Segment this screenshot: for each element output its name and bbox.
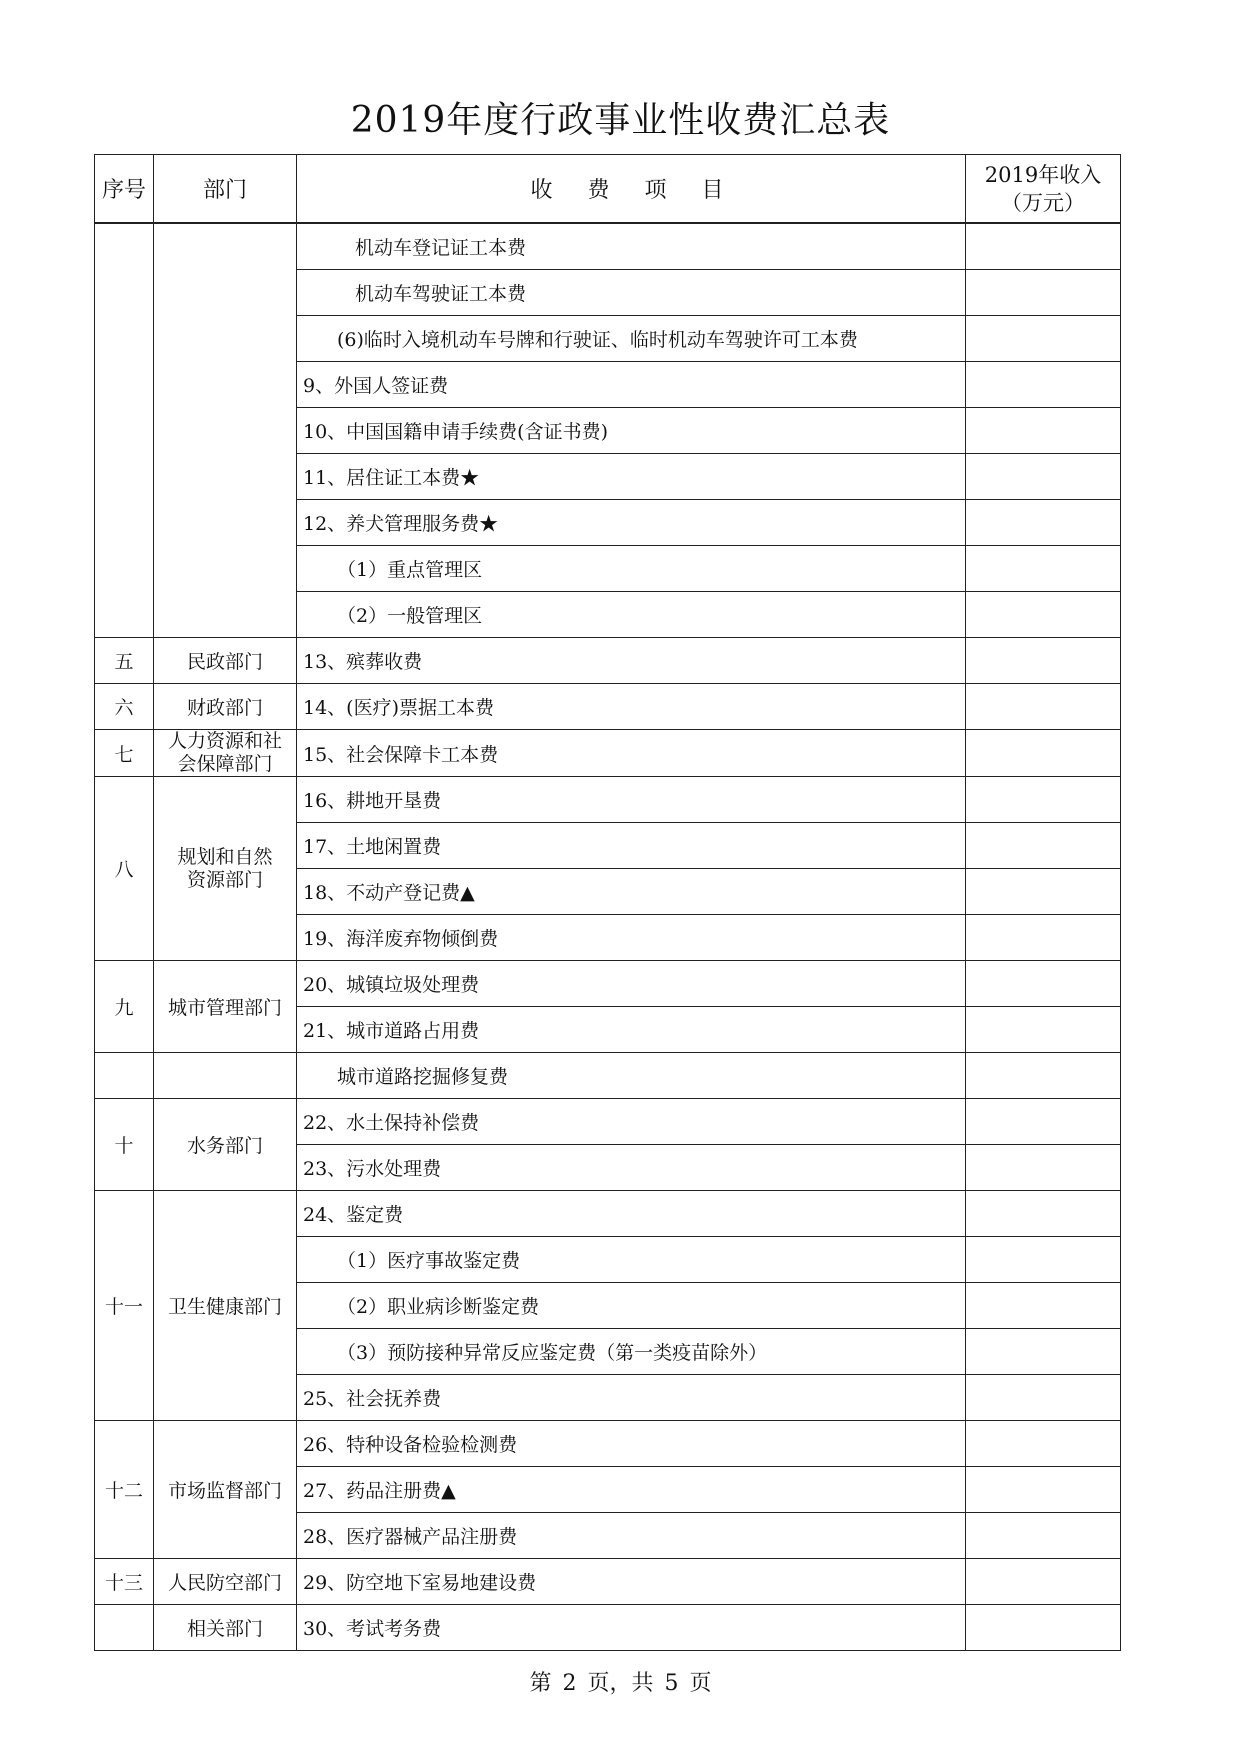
item-cell: 16、耕地开垦费 bbox=[297, 777, 966, 823]
seq-cell: 七 bbox=[95, 730, 154, 777]
income-cell bbox=[966, 1559, 1121, 1605]
income-cell bbox=[966, 823, 1121, 869]
table-row bbox=[95, 223, 1121, 270]
income-cell bbox=[966, 915, 1121, 961]
header-item: 收 费 项 目 bbox=[297, 155, 966, 224]
table-row bbox=[95, 777, 1121, 823]
item-cell: （3）预防接种异常反应鉴定费（第一类疫苗除外） bbox=[297, 1329, 966, 1375]
income-cell bbox=[966, 961, 1121, 1007]
table-header-row bbox=[95, 155, 1121, 224]
item-cell: 15、社会保障卡工本费 bbox=[297, 730, 966, 777]
income-cell bbox=[966, 1605, 1121, 1651]
item-cell: （2）职业病诊断鉴定费 bbox=[297, 1283, 966, 1329]
item-cell: 25、社会抚养费 bbox=[297, 1375, 966, 1421]
item-cell: （1）医疗事故鉴定费 bbox=[297, 1237, 966, 1283]
item-cell: 12、养犬管理服务费★ bbox=[297, 500, 966, 546]
item-cell: 30、考试考务费 bbox=[297, 1605, 966, 1651]
income-cell bbox=[966, 638, 1121, 684]
dept-cell: 卫生健康部门 bbox=[154, 1191, 297, 1421]
dept-cell: 市场监督部门 bbox=[154, 1421, 297, 1559]
seq-cell: 九 bbox=[95, 961, 154, 1053]
income-cell bbox=[966, 1145, 1121, 1191]
income-cell bbox=[966, 1191, 1121, 1237]
footer-mid: 页，共 bbox=[587, 1671, 654, 1696]
footer-page-number: 2 bbox=[562, 1671, 577, 1696]
income-cell bbox=[966, 592, 1121, 638]
income-cell bbox=[966, 869, 1121, 915]
footer-total-pages: 5 bbox=[664, 1671, 679, 1696]
table-row bbox=[95, 1559, 1121, 1605]
table-row bbox=[95, 730, 1121, 777]
table-row bbox=[95, 1605, 1121, 1651]
seq-cell: 八 bbox=[95, 777, 154, 961]
income-cell bbox=[966, 684, 1121, 730]
income-cell bbox=[966, 500, 1121, 546]
item-cell: 17、土地闲置费 bbox=[297, 823, 966, 869]
item-cell: 13、殡葬收费 bbox=[297, 638, 966, 684]
seq-cell: 十二 bbox=[95, 1421, 154, 1559]
table-row bbox=[95, 1053, 1121, 1099]
header-income-line1: 2019年收入 bbox=[984, 162, 1102, 187]
item-cell: （1）重点管理区 bbox=[297, 546, 966, 592]
seq-cell: 十三 bbox=[95, 1559, 154, 1605]
dept-cell: 民政部门 bbox=[154, 638, 297, 684]
item-cell: 24、鉴定费 bbox=[297, 1191, 966, 1237]
footer-suffix: 页 bbox=[689, 1671, 712, 1696]
income-cell bbox=[966, 1467, 1121, 1513]
seq-cell bbox=[95, 1605, 154, 1651]
item-cell: (6)临时入境机动车号牌和行驶证、临时机动车驾驶许可工本费 bbox=[297, 316, 966, 362]
table-row bbox=[95, 1191, 1121, 1237]
income-cell bbox=[966, 223, 1121, 270]
dept-cell bbox=[154, 730, 297, 777]
table-row bbox=[95, 684, 1121, 730]
item-cell: 21、城市道路占用费 bbox=[297, 1007, 966, 1053]
dept-text: 规划和自然资源部门 bbox=[177, 845, 273, 891]
item-cell: 9、外国人签证费 bbox=[297, 362, 966, 408]
dept-cell: 人民防空部门 bbox=[154, 1559, 297, 1605]
header-income bbox=[966, 155, 1121, 224]
income-cell bbox=[966, 1329, 1121, 1375]
table-row bbox=[95, 961, 1121, 1007]
seq-cell: 六 bbox=[95, 684, 154, 730]
income-cell bbox=[966, 1237, 1121, 1283]
income-cell bbox=[966, 1053, 1121, 1099]
dept-cell bbox=[154, 1053, 297, 1099]
income-cell bbox=[966, 1375, 1121, 1421]
page-title: 2019年度行政事业性收费汇总表 bbox=[350, 100, 891, 141]
dept-text: 人力资源和社会保障部门 bbox=[167, 730, 282, 775]
income-cell bbox=[966, 408, 1121, 454]
item-cell: 城市道路挖掘修复费 bbox=[297, 1053, 966, 1099]
income-cell bbox=[966, 1099, 1121, 1145]
item-cell: 10、中国国籍申请手续费(含证书费) bbox=[297, 408, 966, 454]
dept-cell bbox=[154, 223, 297, 638]
dept-cell bbox=[154, 777, 297, 961]
dept-cell: 相关部门 bbox=[154, 1605, 297, 1651]
table-row bbox=[95, 1099, 1121, 1145]
item-cell: 22、水土保持补偿费 bbox=[297, 1099, 966, 1145]
income-cell bbox=[966, 1421, 1121, 1467]
fee-table bbox=[94, 154, 1121, 1651]
table-row bbox=[95, 638, 1121, 684]
seq-cell bbox=[95, 1053, 154, 1099]
income-cell bbox=[966, 546, 1121, 592]
seq-cell bbox=[95, 223, 154, 638]
page-footer bbox=[0, 1666, 1241, 1697]
income-cell bbox=[966, 270, 1121, 316]
income-cell bbox=[966, 316, 1121, 362]
income-cell bbox=[966, 362, 1121, 408]
item-cell: 20、城镇垃圾处理费 bbox=[297, 961, 966, 1007]
item-cell: 26、特种设备检验检测费 bbox=[297, 1421, 966, 1467]
item-cell: 29、防空地下室易地建设费 bbox=[297, 1559, 966, 1605]
income-cell bbox=[966, 1007, 1121, 1053]
income-cell bbox=[966, 1513, 1121, 1559]
income-cell bbox=[966, 730, 1121, 777]
dept-cell: 水务部门 bbox=[154, 1099, 297, 1191]
item-cell: （2）一般管理区 bbox=[297, 592, 966, 638]
seq-cell: 十一 bbox=[95, 1191, 154, 1421]
item-cell: 27、药品注册费▲ bbox=[297, 1467, 966, 1513]
item-cell: 机动车登记证工本费 bbox=[297, 223, 966, 270]
header-seq: 序号 bbox=[95, 155, 154, 224]
item-cell: 机动车驾驶证工本费 bbox=[297, 270, 966, 316]
item-cell: 18、不动产登记费▲ bbox=[297, 869, 966, 915]
item-cell: 19、海洋废弃物倾倒费 bbox=[297, 915, 966, 961]
item-cell: 28、医疗器械产品注册费 bbox=[297, 1513, 966, 1559]
dept-cell: 财政部门 bbox=[154, 684, 297, 730]
item-cell: 11、居住证工本费★ bbox=[297, 454, 966, 500]
table-row bbox=[95, 1421, 1121, 1467]
seq-cell: 五 bbox=[95, 638, 154, 684]
income-cell bbox=[966, 1283, 1121, 1329]
header-income-line2: （万元） bbox=[1001, 190, 1085, 215]
seq-cell: 十 bbox=[95, 1099, 154, 1191]
dept-cell: 城市管理部门 bbox=[154, 961, 297, 1053]
header-dept: 部门 bbox=[154, 155, 297, 224]
footer-prefix: 第 bbox=[529, 1671, 552, 1696]
income-cell bbox=[966, 454, 1121, 500]
item-cell: 14、(医疗)票据工本费 bbox=[297, 684, 966, 730]
income-cell bbox=[966, 777, 1121, 823]
item-cell: 23、污水处理费 bbox=[297, 1145, 966, 1191]
